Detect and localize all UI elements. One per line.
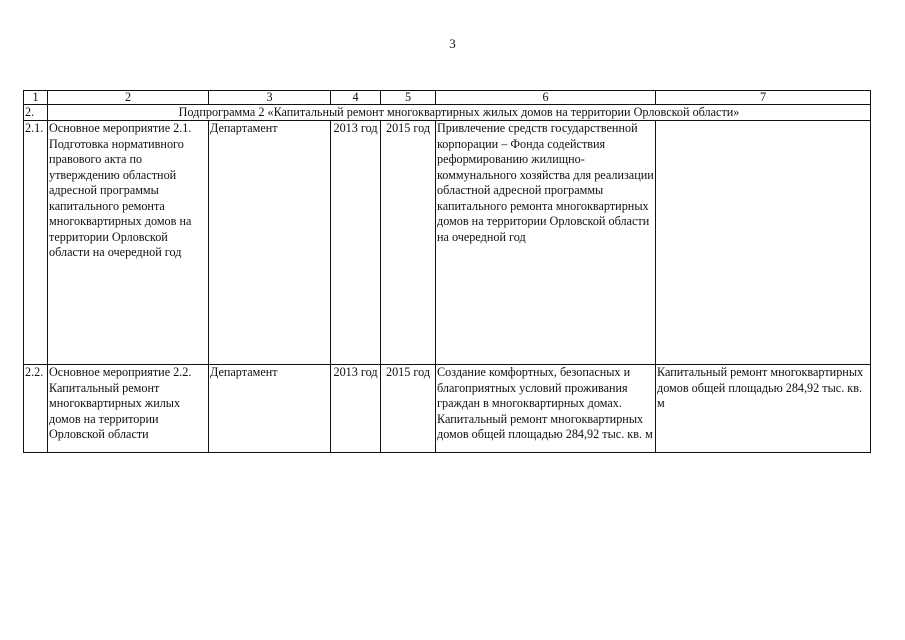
column-number-2: 2 <box>48 91 209 105</box>
executor: Департамент <box>209 121 331 365</box>
row-number: 2.2. <box>24 365 48 453</box>
column-number-7: 7 <box>656 91 871 105</box>
column-number-4: 4 <box>331 91 381 105</box>
end-year: 2015 год <box>381 121 436 365</box>
column-number-1: 1 <box>24 91 48 105</box>
indicator: Капитальный ремонт многоквартирных домов общей площадью 284,92 тыс. кв. м <box>656 365 871 453</box>
end-year: 2015 год <box>381 365 436 453</box>
measure-name: Основное мероприятие 2.2. Капитальный ремонт многоквартирных жилых домов на территории Орловской области <box>48 365 209 453</box>
column-number-row <box>24 91 871 105</box>
row-number: 2.1. <box>24 121 48 365</box>
start-year: 2013 год <box>331 121 381 365</box>
column-number-3: 3 <box>209 91 331 105</box>
subprogram-row <box>24 105 871 121</box>
subprogram-title: Подпрограмма 2 «Капитальный ремонт многоквартирных жилых домов на территории Орловской области» <box>48 105 871 121</box>
program-measures-table <box>23 90 871 453</box>
measure-name: Основное мероприятие 2.1. Подготовка нормативного правового акта по утверждению областной адресной программы капитального ремонта многоквартирных домов на территории Орловской области на очередной год <box>48 121 209 365</box>
indicator <box>656 121 871 365</box>
table-row <box>24 121 871 365</box>
page-number: 3 <box>449 36 456 51</box>
column-number-5: 5 <box>381 91 436 105</box>
subprogram-number: 2. <box>24 105 48 121</box>
table-row <box>24 365 871 453</box>
expected-result: Создание комфортных, безопасных и благоприятных условий проживания граждан в многоквартирных домах. Капитальный ремонт многоквартирных домов общей площадью 284,92 тыс. кв. м <box>436 365 656 453</box>
executor: Департамент <box>209 365 331 453</box>
start-year: 2013 год <box>331 365 381 453</box>
column-number-6: 6 <box>436 91 656 105</box>
expected-result: Привлечение средств государственной корпорации – Фонда содействия реформированию жилищно-коммунального хозяйства для реализации областной адресной программы капитального ремонта многоквартирных домов на территории Орловской области на очередной год <box>436 121 656 365</box>
